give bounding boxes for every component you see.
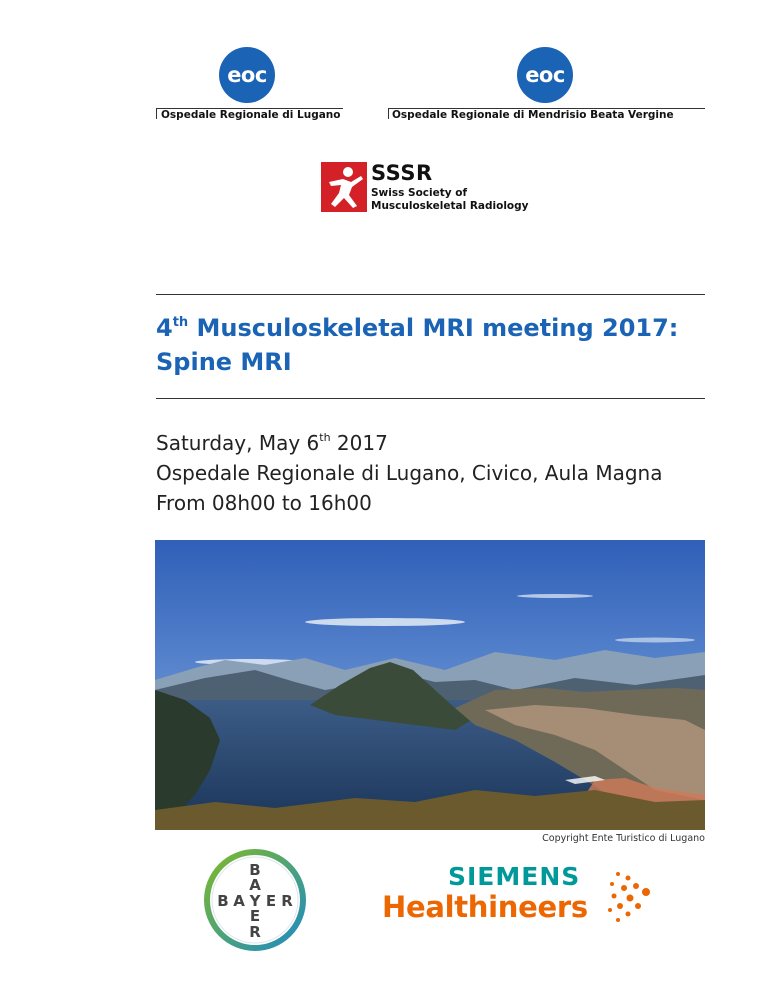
bayer-letter-e: E — [249, 907, 261, 925]
siemens-wordmark: SIEMENS — [448, 862, 581, 891]
photo-credit: Copyright Ente Turistico di Lugano — [542, 833, 705, 844]
sssr-line2: Musculoskeletal Radiology — [371, 200, 529, 212]
event-details — [156, 423, 716, 518]
runner-figure-icon — [321, 162, 367, 212]
eoc-mark: eoc — [219, 47, 275, 103]
date-prefix: Saturday, May 6 — [156, 431, 320, 455]
sssr-logo — [321, 160, 546, 215]
bayer-letter-r: R — [249, 923, 261, 941]
bayer-cross-letter-r: R — [281, 892, 293, 910]
eoc-label-lugano: Ospedale Regionale di Lugano — [161, 109, 341, 121]
divider-top — [156, 294, 705, 295]
bayer-cross-letter-a: A — [233, 892, 245, 910]
sssr-acronym: SSSR — [371, 161, 433, 185]
event-location: Ospedale Regionale di Lugano, Civico, Aula Magna — [156, 461, 663, 485]
date-suffix: 2017 — [330, 431, 388, 455]
divider-bottom — [156, 398, 705, 399]
title-number: 4 — [156, 314, 173, 342]
landscape-image — [155, 540, 705, 830]
eoc-mark: eoc — [517, 47, 573, 103]
title-line2: Spine MRI — [156, 348, 292, 376]
lake-lugano-photo — [155, 540, 705, 830]
bayer-letter-y: Y — [249, 892, 261, 910]
event-date — [156, 423, 716, 458]
eoc-label-mendrisio: Ospedale Regionale di Mendrisio Beata Vergine — [392, 109, 674, 121]
title-line1: Musculoskeletal MRI meeting 2017: — [188, 314, 679, 342]
bayer-letter-a: A — [249, 876, 261, 894]
dot-pattern-icon — [604, 868, 660, 924]
healthineers-wordmark: Healthineers — [382, 890, 588, 924]
page-title — [156, 306, 716, 379]
title-ordinal: th — [172, 315, 189, 330]
bayer-logo — [203, 848, 307, 952]
bayer-letter-b: B — [249, 861, 261, 879]
sssr-line1: Swiss Society of — [371, 187, 468, 199]
event-time: From 08h00 to 16h00 — [156, 491, 372, 515]
siemens-healthineers-logo — [382, 862, 662, 932]
bayer-cross-letter-b: B — [217, 892, 229, 910]
bayer-cross-icon — [203, 848, 307, 952]
bayer-cross-letter-e: E — [265, 892, 277, 910]
date-ordinal: th — [319, 431, 331, 444]
